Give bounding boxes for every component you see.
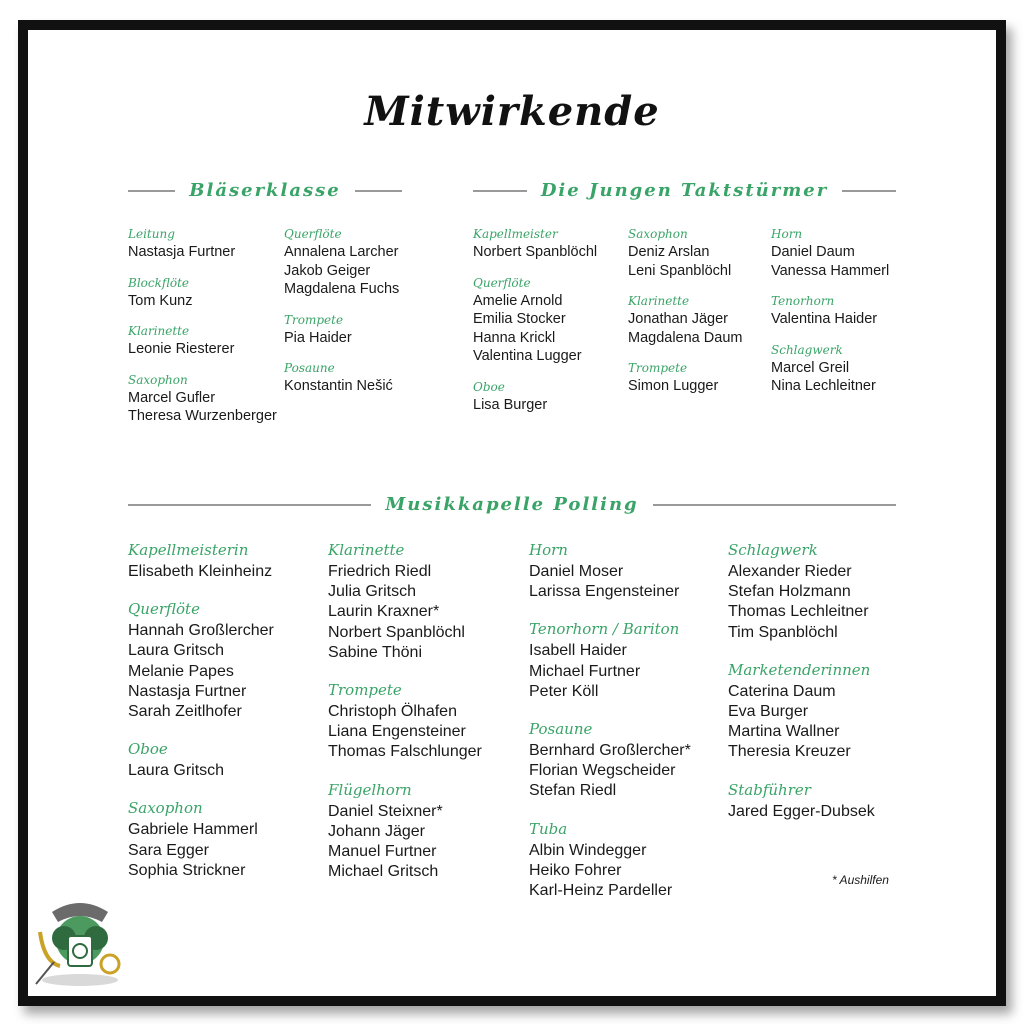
divider-line — [842, 190, 896, 192]
instrument-group-schlagwerk — [728, 541, 875, 643]
instrument-group-posaune — [284, 361, 399, 396]
instrument-label: Horn — [771, 227, 803, 241]
instrument-group-kapellmeisterin — [128, 541, 274, 582]
instrument-label: Flügelhorn — [328, 780, 412, 799]
divider-line — [128, 190, 175, 192]
instrument-label: Klarinette — [328, 541, 405, 559]
musician-name: Theresia Kreuzer — [728, 743, 851, 761]
instrument-group-leitung — [128, 227, 277, 262]
instrument-label: Tuba — [529, 819, 568, 838]
musician-name: Jonathan Jäger — [628, 311, 728, 327]
instrument-label: Klarinette — [128, 324, 190, 338]
musician-name: Sara Egger — [128, 841, 209, 859]
musician-name: Leonie Riesterer — [128, 341, 235, 357]
instrument-group-saxophon — [628, 227, 742, 280]
musician-name: Nastasja Furtner — [128, 682, 247, 700]
musician-name: Gabriele Hammerl — [128, 821, 258, 839]
instrument-group-tenorhorn-bariton — [529, 620, 691, 702]
footnote: * Aushilfen — [832, 873, 889, 887]
instrument-group-stabf-hrer — [728, 781, 875, 822]
taktstuermer-column-2 — [628, 227, 742, 410]
instrument-group-klarinette — [328, 541, 482, 663]
musician-name: Marcel Gufler — [128, 389, 216, 406]
instrument-group-klarinette — [628, 294, 742, 347]
divider-line — [473, 190, 527, 192]
instrument-label: Horn — [529, 541, 568, 559]
instrument-group-tenorhorn — [771, 294, 889, 329]
instrument-group-horn — [529, 541, 691, 602]
instrument-label: Blockflöte — [128, 275, 190, 290]
musician-name: Florian Wegscheider — [529, 762, 676, 780]
divider-line — [128, 504, 371, 506]
musician-name: Liana Engensteiner — [328, 723, 466, 741]
instrument-group-tuba — [529, 820, 691, 902]
instrument-label: Klarinette — [628, 294, 690, 308]
instrument-label: Oboe — [128, 740, 168, 759]
musician-name: Michael Gritsch — [328, 863, 439, 881]
musician-name: Theresa Wurzenberger — [128, 408, 277, 424]
musician-name: Johann Jäger — [328, 822, 425, 840]
musician-name: Albin Windegger — [529, 841, 647, 859]
instrument-group-trompete — [328, 681, 482, 763]
instrument-label: Saxophon — [128, 799, 203, 818]
musician-name: Simon Lugger — [628, 378, 719, 394]
musician-name: Jared Egger-Dubsek — [728, 802, 875, 820]
instrument-group-oboe — [473, 380, 597, 415]
instrument-group-querfl-te — [284, 227, 399, 299]
blaeserklasse-column-2 — [284, 227, 399, 410]
musician-name: Karl-Heinz Pardeller — [529, 882, 673, 900]
instrument-group-kapellmeister — [473, 227, 597, 262]
instrument-group-querfl-te — [473, 276, 597, 366]
instrument-label: Querflöte — [128, 600, 200, 619]
musician-name: Norbert Spanblöchl — [328, 623, 465, 641]
musician-name: Magdalena Fuchs — [284, 281, 400, 297]
instrument-label: Trompete — [284, 312, 344, 327]
instrument-group-blockfl-te — [128, 276, 277, 311]
section-header-taktstuermer — [473, 180, 896, 201]
instrument-label: Stabführer — [728, 780, 811, 799]
musician-name: Valentina Haider — [771, 311, 878, 327]
musician-name: Konstantin Nešić — [284, 378, 393, 394]
musician-name: Stefan Holzmann — [728, 583, 851, 601]
musician-name: Peter Köll — [529, 682, 599, 700]
musikkapelle-column-2 — [328, 541, 482, 900]
musician-name: Emilia Stocker — [473, 311, 566, 327]
instrument-label: Marketenderinnen — [728, 660, 871, 679]
musician-name: Melanie Papes — [128, 662, 234, 680]
musician-name: Bernhard Großlercher* — [529, 742, 691, 760]
musician-name: Martina Wallner — [728, 723, 840, 741]
musician-name: Daniel Steixner* — [328, 802, 443, 820]
instrument-label: Leitung — [128, 227, 175, 241]
musician-name: Thomas Falschlunger — [328, 743, 482, 761]
instrument-label: Kapellmeister — [473, 227, 558, 241]
instrument-group-marketenderinnen — [728, 661, 875, 763]
musician-name: Daniel Daum — [771, 244, 855, 260]
musician-name: Marcel Greil — [771, 359, 850, 376]
musician-name: Nastasja Furtner — [128, 244, 236, 260]
musician-name: Hanna Krickl — [473, 329, 556, 346]
musician-name: Thomas Lechleitner — [728, 603, 869, 621]
musician-name: Annalena Larcher — [284, 244, 399, 260]
musician-name: Norbert Spanblöchl — [473, 244, 598, 260]
musician-name: Elisabeth Kleinheinz — [128, 563, 273, 580]
musician-name: Sabine Thöni — [328, 643, 422, 661]
musician-name: Valentina Lugger — [473, 348, 582, 364]
musician-name: Michael Furtner — [529, 662, 641, 680]
instrument-label: Posaune — [529, 720, 593, 739]
instrument-group-schlagwerk — [771, 343, 889, 396]
musician-name: Caterina Daum — [728, 682, 836, 700]
taktstuermer-column-1 — [473, 227, 597, 428]
musician-name: Hannah Großlercher — [128, 622, 274, 640]
musician-name: Leni Spanblöchl — [628, 262, 732, 279]
musician-name: Pia Haider — [284, 329, 352, 346]
musician-name: Amelie Arnold — [473, 292, 563, 309]
musikkapelle-column-3 — [529, 541, 691, 919]
instrument-group-oboe — [128, 740, 274, 781]
instrument-label: Saxophon — [128, 372, 188, 387]
musician-name: Christoph Ölhafen — [328, 703, 457, 721]
taktstuermer-column-3 — [771, 227, 889, 410]
musikkapelle-column-1 — [128, 541, 274, 899]
musician-name: Sarah Zeitlhofer — [128, 703, 242, 721]
instrument-label: Oboe — [473, 379, 505, 394]
musician-name: Jakob Geiger — [284, 262, 371, 279]
musician-name: Vanessa Hammerl — [771, 262, 890, 279]
musician-name: Heiko Fohrer — [529, 861, 622, 879]
instrument-label: Posaune — [284, 361, 335, 375]
instrument-group-fl-gelhorn — [328, 781, 482, 883]
musician-name: Julia Gritsch — [328, 583, 417, 601]
musician-name: Laura Gritsch — [128, 762, 225, 780]
instrument-label: Tenorhorn / Bariton — [529, 620, 680, 639]
musician-name: Lisa Burger — [473, 396, 548, 413]
instrument-group-trompete — [284, 313, 399, 348]
musician-name: Larissa Engensteiner — [529, 583, 680, 601]
musician-name: Stefan Riedl — [529, 782, 617, 800]
section-title: Die Jungen Taktstürmer — [540, 180, 829, 201]
blaeserklasse-column-1 — [128, 227, 277, 440]
section-title: Bläserklasse — [189, 180, 341, 201]
musician-name: Sophia Strickner — [128, 861, 246, 879]
section-header-blaeserklasse — [128, 180, 402, 201]
musician-name: Tom Kunz — [128, 292, 193, 309]
instrument-label: Tenorhorn — [771, 294, 835, 308]
musician-name: Friedrich Riedl — [328, 563, 432, 580]
instrument-group-querfl-te — [128, 600, 274, 722]
instrument-label: Trompete — [628, 361, 688, 375]
divider-line — [653, 504, 896, 506]
instrument-group-saxophon — [128, 799, 274, 881]
instrument-group-trompete — [628, 361, 742, 396]
instrument-label: Querflöte — [284, 227, 342, 241]
instrument-label: Schlagwerk — [728, 541, 818, 559]
musician-name: Isabell Haider — [529, 642, 627, 660]
musician-name: Laurin Kraxner* — [328, 603, 440, 621]
instrument-label: Kapellmeisterin — [128, 541, 249, 559]
instrument-group-saxophon — [128, 373, 277, 426]
musician-name: Tim Spanblöchl — [728, 623, 838, 641]
instrument-label: Trompete — [328, 681, 402, 700]
band-emblem-icon — [30, 892, 130, 992]
musician-name: Alexander Rieder — [728, 563, 852, 580]
musician-name: Nina Lechleitner — [771, 378, 876, 394]
instrument-label: Saxophon — [628, 227, 688, 241]
page-title: Mitwirkende — [364, 88, 660, 135]
instrument-label: Schlagwerk — [771, 342, 843, 357]
musician-name: Manuel Furtner — [328, 843, 437, 861]
musician-name: Eva Burger — [728, 703, 809, 721]
section-title: Musikkapelle Polling — [385, 494, 639, 515]
instrument-group-posaune — [529, 720, 691, 802]
divider-line — [355, 190, 402, 192]
section-header-musikkapelle — [128, 494, 896, 515]
musician-name: Magdalena Daum — [628, 329, 743, 346]
musician-name: Daniel Moser — [529, 563, 624, 580]
instrument-group-klarinette — [128, 324, 277, 359]
instrument-group-horn — [771, 227, 889, 280]
instrument-label: Querflöte — [473, 275, 531, 290]
musician-name: Deniz Arslan — [628, 244, 710, 260]
musikkapelle-column-4 — [728, 541, 875, 840]
musician-name: Laura Gritsch — [128, 642, 225, 660]
